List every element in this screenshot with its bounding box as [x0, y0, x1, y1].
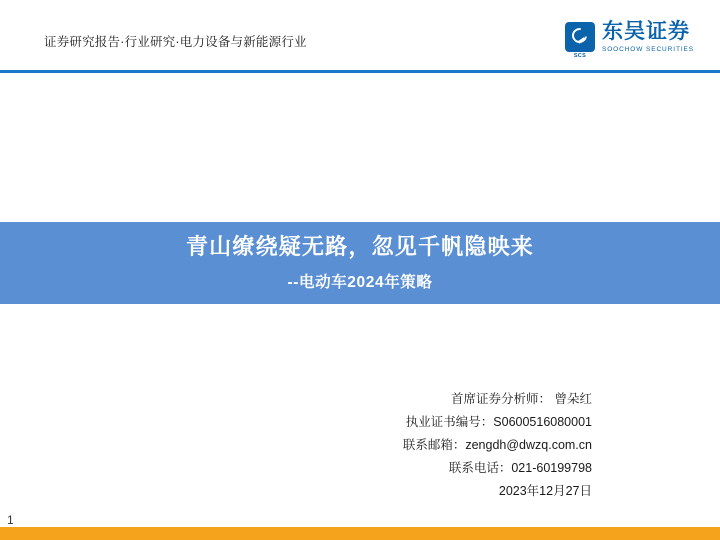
title-band — [0, 222, 720, 304]
company-logo — [565, 15, 694, 59]
analyst-name: 首席证券分析师： 曾朵红 — [451, 392, 592, 406]
sec-logo-icon — [565, 22, 595, 59]
report-date: 2023年12月27日 — [498, 484, 592, 498]
contact-email: 联系邮箱：zengdh@dwzq.com.cn — [402, 438, 592, 452]
logo-submark-text: SCS — [573, 53, 587, 59]
footer-bar — [0, 527, 720, 540]
page-subtitle: --电动车2024年策略 — [287, 273, 433, 291]
logo-name-cn: 东吴证券 — [601, 19, 690, 43]
license-number: 执业证书编号：S0600516080001 — [405, 415, 592, 429]
page-number: 1 — [7, 513, 14, 527]
logo-text — [602, 21, 694, 53]
page-title: 青山缭绕疑无路，忽见千帆隐映来 — [185, 234, 534, 260]
slide-header — [0, 0, 720, 70]
logo-name-en: SOOCHOW SECURITIES — [601, 46, 694, 54]
header-divider — [0, 70, 720, 73]
breadcrumb: 证券研究报告·行业研究·电力设备与新能源行业 — [44, 35, 307, 49]
contact-phone: 联系电话：021-60199798 — [448, 461, 592, 475]
author-info — [403, 388, 592, 503]
